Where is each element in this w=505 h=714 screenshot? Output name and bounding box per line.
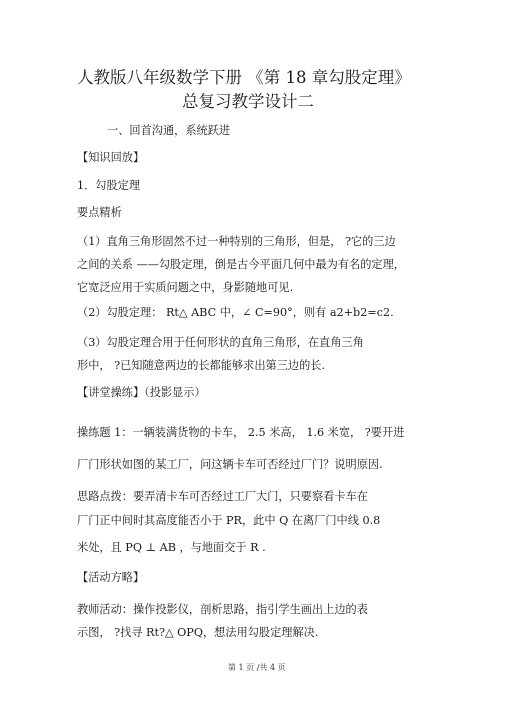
paragraph-2-line-1: （2）勾股定理： Rt△ ABC 中，∠ C=90°，则有 a2+b2=c2. [77,306,394,319]
hint-line-1: 思路点拨：要弄清卡车可否经过工厂大门，只要察看卡车在 [77,490,368,503]
exercise-1-line-1: 操练题 1：一辆装满货物的卡车， 2.5 米高， 1.6 米宽， ?要开进 [77,426,405,439]
section-heading: 一、回首沟通，系统跃进 [107,124,231,137]
key-points-heading: 要点精析 [77,206,122,219]
activity-line-2: 示图， ?找寻 Rt?△ OPQ，想法用勾股定理解决. [77,626,319,639]
activity-strategy-heading: 【活动方略】 [77,571,145,584]
item-1-heading: 1．勾股定理 [77,179,141,192]
lecture-practice-heading: 【讲堂操练】（投影显示） [77,386,206,399]
title-line-2: 总复习教学设计二 [182,92,314,111]
paragraph-3-line-1: （3）勾股定理合用于任何形状的直角三角形，在直角三角 [77,336,364,349]
exercise-1-line-2: 厂门形状如图的某工厂，问这辆卡车可否经过厂门？说明原因. [77,458,383,471]
activity-line-1: 教师活动：操作投影仪，剖析思路，指引学生画出上边的表 [77,603,368,616]
paragraph-3-line-2: 形中， ?已知随意两边的长都能够求出第三边的长. [77,359,326,372]
paragraph-1-line-1: （1）直角三角形固然不过一种特别的三角形，但是， ?它的三边 [77,235,396,248]
knowledge-review-heading: 【知识回放】 [77,151,145,164]
hint-line-2: 厂门正中间时其高度能否小于 PR，此中 Q 在离厂门中线 0.8 [77,514,381,527]
paragraph-1-line-3: 它宽泛应用于实质问题之中，身影随地可见. [77,281,294,294]
hint-line-3: 米处，且 PQ ⊥ AB ，与地面交于 R . [77,541,266,554]
paragraph-1-line-2: 之间的关系 ——勾股定理，倒是古今平面几何中最为有名的定理， [77,258,405,271]
page-footer: 第 1 页 /共 4 页 [228,663,286,672]
title-line-1: 人教版八年级数学下册 《第 18 章勾股定理》 [77,68,411,87]
